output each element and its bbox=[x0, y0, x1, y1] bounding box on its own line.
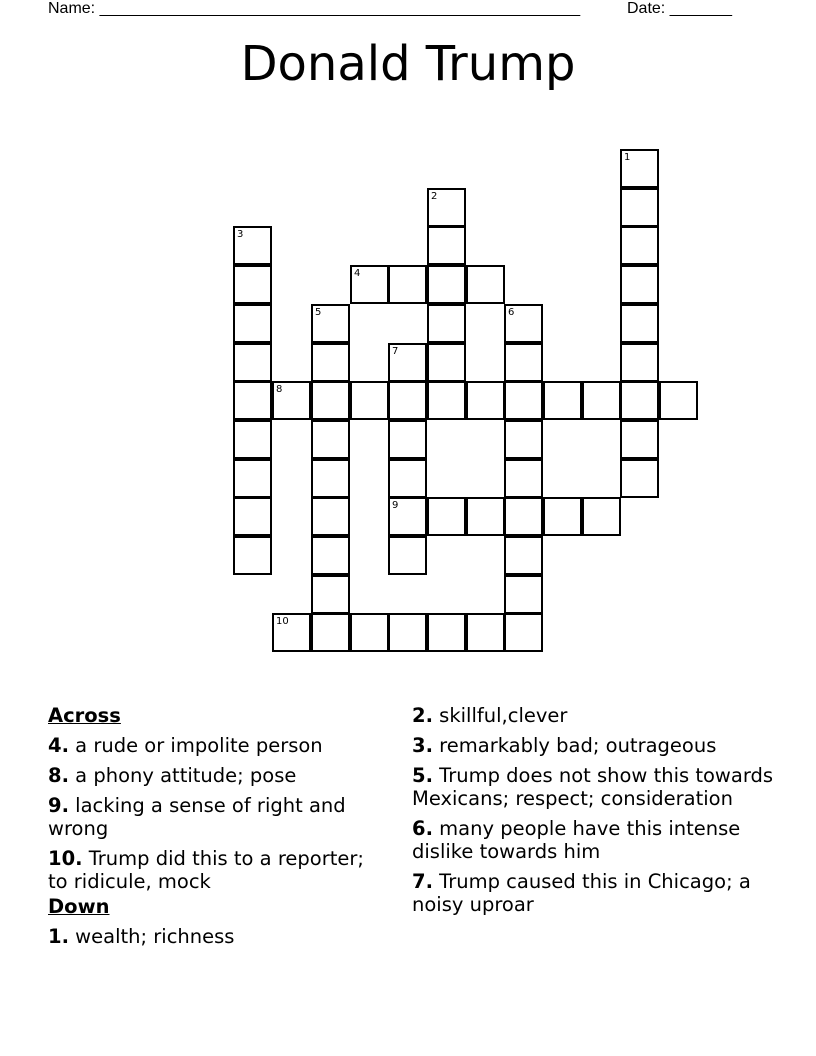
grid-cell[interactable] bbox=[388, 497, 427, 536]
cell-number: 5 bbox=[315, 307, 322, 318]
grid-cell[interactable] bbox=[504, 459, 543, 498]
grid-cell[interactable] bbox=[620, 459, 659, 498]
name-field-line: Name: ______________________________________________________ bbox=[48, 0, 581, 17]
grid-cell[interactable] bbox=[233, 226, 272, 265]
grid-cell[interactable] bbox=[388, 381, 427, 420]
grid-cell[interactable] bbox=[427, 188, 466, 227]
grid-cell[interactable] bbox=[659, 381, 698, 420]
grid-cell[interactable] bbox=[620, 304, 659, 343]
clue-number: 1. bbox=[48, 925, 69, 948]
grid-cell[interactable] bbox=[504, 575, 543, 614]
down-clue-2 bbox=[412, 704, 782, 727]
down-clue-5 bbox=[412, 764, 782, 810]
clue-number: 8. bbox=[48, 764, 69, 787]
grid-cell[interactable] bbox=[311, 304, 350, 343]
grid-cell[interactable] bbox=[233, 304, 272, 343]
across-heading: Across bbox=[48, 704, 121, 727]
grid-cell[interactable] bbox=[233, 343, 272, 382]
grid-cell[interactable] bbox=[543, 381, 582, 420]
grid-cell[interactable] bbox=[620, 420, 659, 459]
clue-number: 7. bbox=[412, 870, 433, 893]
grid-cell[interactable] bbox=[543, 497, 582, 536]
clue-number: 5. bbox=[412, 764, 433, 787]
clue-number: 6. bbox=[412, 817, 433, 840]
grid-cell[interactable] bbox=[388, 343, 427, 382]
cell-number: 8 bbox=[276, 384, 283, 395]
grid-cell[interactable] bbox=[620, 343, 659, 382]
grid-cell[interactable] bbox=[233, 459, 272, 498]
grid-cell[interactable] bbox=[272, 381, 311, 420]
clue-number: 3. bbox=[412, 734, 433, 757]
cell-number: 10 bbox=[276, 616, 289, 627]
grid-cell[interactable] bbox=[504, 381, 543, 420]
grid-cell[interactable] bbox=[388, 265, 427, 304]
grid-cell[interactable] bbox=[620, 381, 659, 420]
grid-cell[interactable] bbox=[504, 343, 543, 382]
grid-cell[interactable] bbox=[272, 613, 311, 652]
grid-cell[interactable] bbox=[311, 343, 350, 382]
clue-text: remarkably bad; outrageous bbox=[432, 734, 717, 757]
grid-cell[interactable] bbox=[504, 536, 543, 575]
date-field-line: Date: _______ bbox=[627, 0, 732, 17]
grid-cell[interactable] bbox=[427, 304, 466, 343]
down-clue-1 bbox=[48, 925, 388, 948]
grid-cell[interactable] bbox=[388, 536, 427, 575]
clue-number: 10. bbox=[48, 847, 83, 870]
cell-number: 7 bbox=[392, 346, 399, 357]
grid-cell[interactable] bbox=[350, 613, 389, 652]
clues-left-column bbox=[48, 702, 388, 948]
cell-number: 6 bbox=[508, 307, 515, 318]
clue-text: wealth; richness bbox=[68, 925, 235, 948]
grid-cell[interactable] bbox=[427, 497, 466, 536]
down-clue-3 bbox=[412, 734, 782, 757]
grid-cell[interactable] bbox=[311, 575, 350, 614]
grid-cell[interactable] bbox=[620, 149, 659, 188]
grid-cell[interactable] bbox=[466, 613, 505, 652]
grid-cell[interactable] bbox=[620, 226, 659, 265]
grid-cell[interactable] bbox=[311, 613, 350, 652]
clues-right-column bbox=[412, 702, 782, 916]
clue-text: a phony attitude; pose bbox=[68, 764, 297, 787]
clue-text: Trump caused this in Chicago; a noisy uproar bbox=[412, 870, 751, 916]
down-heading: Down bbox=[48, 895, 110, 918]
grid-cell[interactable] bbox=[350, 265, 389, 304]
across-clue-8 bbox=[48, 764, 388, 787]
puzzle-title: Donald Trump bbox=[240, 36, 576, 92]
grid-cell[interactable] bbox=[427, 343, 466, 382]
clue-text: Trump did this to a reporter; to ridicule, mock bbox=[48, 847, 364, 893]
grid-cell[interactable] bbox=[388, 613, 427, 652]
grid-cell[interactable] bbox=[350, 381, 389, 420]
grid-cell[interactable] bbox=[582, 381, 621, 420]
grid-cell[interactable] bbox=[427, 381, 466, 420]
down-clue-6 bbox=[412, 817, 782, 863]
clue-number: 2. bbox=[412, 704, 433, 727]
grid-cell[interactable] bbox=[620, 265, 659, 304]
grid-cell[interactable] bbox=[233, 381, 272, 420]
clue-number: 9. bbox=[48, 794, 69, 817]
cell-number: 9 bbox=[392, 500, 399, 511]
grid-cell[interactable] bbox=[388, 420, 427, 459]
grid-cell[interactable] bbox=[311, 459, 350, 498]
grid-cell[interactable] bbox=[427, 265, 466, 304]
grid-cell[interactable] bbox=[466, 265, 505, 304]
cell-number: 1 bbox=[624, 152, 631, 163]
grid-cell[interactable] bbox=[311, 497, 350, 536]
grid-cell[interactable] bbox=[427, 226, 466, 265]
grid-cell[interactable] bbox=[504, 497, 543, 536]
cell-number: 2 bbox=[431, 191, 438, 202]
across-clue-9 bbox=[48, 794, 388, 840]
grid-cell[interactable] bbox=[504, 420, 543, 459]
grid-cell[interactable] bbox=[427, 613, 466, 652]
grid-cell[interactable] bbox=[311, 536, 350, 575]
grid-cell[interactable] bbox=[311, 381, 350, 420]
grid-cell[interactable] bbox=[233, 536, 272, 575]
grid-cell[interactable] bbox=[466, 381, 505, 420]
grid-cell[interactable] bbox=[233, 497, 272, 536]
grid-cell[interactable] bbox=[504, 613, 543, 652]
across-clue-10 bbox=[48, 847, 388, 893]
grid-cell[interactable] bbox=[504, 304, 543, 343]
down-clue-7 bbox=[412, 870, 782, 916]
grid-cell[interactable] bbox=[233, 265, 272, 304]
cell-number: 4 bbox=[354, 268, 361, 279]
grid-cell[interactable] bbox=[582, 497, 621, 536]
grid-cell[interactable] bbox=[311, 420, 350, 459]
cell-number: 3 bbox=[237, 229, 244, 240]
clue-text: many people have this intense dislike towards him bbox=[412, 817, 741, 863]
clue-text: a rude or impolite person bbox=[68, 734, 323, 757]
clue-text: skillful,clever bbox=[432, 704, 568, 727]
clue-text: lacking a sense of right and wrong bbox=[48, 794, 346, 840]
clue-text: Trump does not show this towards Mexicans; respect; consideration bbox=[412, 764, 774, 810]
grid-cell[interactable] bbox=[388, 459, 427, 498]
across-clue-4 bbox=[48, 734, 388, 757]
grid-cell[interactable] bbox=[466, 497, 505, 536]
grid-cell[interactable] bbox=[233, 420, 272, 459]
grid-cell[interactable] bbox=[620, 188, 659, 227]
clue-number: 4. bbox=[48, 734, 69, 757]
